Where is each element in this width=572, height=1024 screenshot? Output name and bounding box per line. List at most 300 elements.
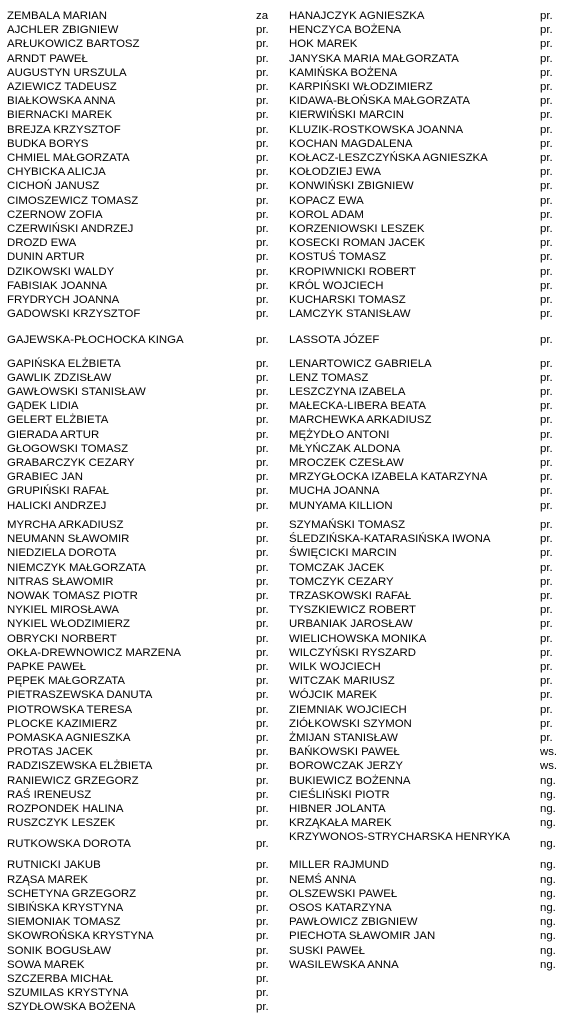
right-vote: pr. xyxy=(540,717,553,730)
right-vote: pr. xyxy=(540,632,553,645)
right-vote: pr. xyxy=(540,223,553,235)
right-vote: pr. xyxy=(540,386,553,398)
left-name: CZERWIŃSKI ANDRZEJ xyxy=(7,223,134,235)
right-name: KOSTUŚ TOMASZ xyxy=(289,251,387,264)
right-name: TOMCZYK CEZARY xyxy=(289,575,394,588)
right-vote: ng. xyxy=(540,958,556,971)
vote-row xyxy=(0,307,572,321)
right-name: LASSOTA JÓZEF xyxy=(289,334,380,347)
right-vote: pr. xyxy=(540,109,553,122)
vote-row xyxy=(0,194,572,208)
right-name: BUKIEWICZ BOŻENNA xyxy=(289,774,411,787)
left-vote: pr. xyxy=(256,774,269,787)
right-name: KORZENIOWSKI LESZEK xyxy=(289,223,425,235)
vote-row xyxy=(0,428,572,442)
vote-row xyxy=(0,774,572,788)
left-name: PAPKE PAWEŁ xyxy=(7,661,86,673)
vote-row xyxy=(0,293,572,307)
left-vote: pr. xyxy=(256,519,269,531)
right-vote: pr. xyxy=(540,485,553,498)
right-name: HENCZYCA BOŻENA xyxy=(289,24,402,37)
right-vote: pr. xyxy=(540,357,553,370)
vote-row xyxy=(0,660,572,674)
left-name: GAJEWSKA-PŁOCHOCKA KINGA xyxy=(7,334,184,347)
left-vote: pr. xyxy=(256,902,269,914)
right-vote: ws. xyxy=(540,746,558,759)
right-name: BOROWCZAK JERZY xyxy=(289,760,403,773)
right-name: KOSECKI ROMAN JACEK xyxy=(289,237,426,250)
right-vote: pr. xyxy=(540,137,553,150)
right-vote: pr. xyxy=(540,152,553,164)
left-name: BIAŁKOWSKA ANNA xyxy=(7,95,116,108)
left-vote: pr. xyxy=(256,499,269,512)
vote-row xyxy=(0,37,572,51)
left-name: SZYDŁOWSKA BOŻENA xyxy=(7,1001,136,1014)
right-vote: pr. xyxy=(540,251,553,264)
left-name: RAŚ IRENEUSZ xyxy=(7,788,92,801)
left-name: DUNIN ARTUR xyxy=(7,251,85,264)
vote-row xyxy=(0,802,572,816)
left-vote: pr. xyxy=(256,887,269,900)
vote-row xyxy=(0,759,572,773)
left-vote: za xyxy=(256,10,269,22)
right-vote: ng. xyxy=(540,788,556,801)
left-vote: pr. xyxy=(256,357,269,370)
left-vote: pr. xyxy=(256,561,269,574)
vote-row xyxy=(0,165,572,179)
vote-row xyxy=(0,873,572,887)
left-name: ROZPONDEK HALINA xyxy=(7,803,124,815)
left-vote: pr. xyxy=(256,414,269,427)
left-vote: pr. xyxy=(256,294,269,306)
left-vote: pr. xyxy=(256,180,269,193)
left-name: RANIEWICZ GRZEGORZ xyxy=(7,774,139,787)
right-name: KOCHAN MAGDALENA xyxy=(289,137,413,150)
right-name: PAWŁOWICZ ZBIGNIEW xyxy=(289,916,418,929)
right-name: MRZYGŁOCKA IZABELA KATARZYNA xyxy=(289,471,488,484)
vote-row xyxy=(0,399,572,413)
left-name: RUSZCZYK LESZEK xyxy=(7,817,116,830)
left-vote: pr. xyxy=(256,471,269,484)
vote-row xyxy=(0,208,572,222)
right-vote: pr. xyxy=(540,732,553,744)
vote-row xyxy=(0,265,572,279)
left-name: BUDKA BORYS xyxy=(7,137,89,150)
vote-row xyxy=(0,986,572,1000)
right-name: OLSZEWSKI PAWEŁ xyxy=(289,887,398,900)
left-vote: pr. xyxy=(256,442,269,455)
right-vote: ng. xyxy=(540,902,556,914)
right-vote: pr. xyxy=(540,194,553,207)
left-name: CZERNOW ZOFIA xyxy=(7,208,103,221)
left-name: PROTAS JACEK xyxy=(7,746,93,759)
right-vote: pr. xyxy=(540,561,553,574)
right-vote: pr. xyxy=(540,428,553,441)
right-name: MŁYŃCZAK ALDONA xyxy=(289,442,401,455)
right-name: KOPACZ EWA xyxy=(289,194,364,207)
right-name: LENARTOWICZ GABRIELA xyxy=(289,357,432,370)
right-name: HIBNER JOLANTA xyxy=(289,803,386,815)
vote-row xyxy=(0,385,572,399)
right-name: HOK MAREK xyxy=(289,38,358,51)
left-vote: pr. xyxy=(256,533,269,546)
right-name: SUSKI PAWEŁ xyxy=(289,944,365,957)
vote-row xyxy=(0,617,572,631)
right-vote: pr. xyxy=(540,38,553,51)
vote-row xyxy=(0,929,572,943)
left-name: BREJZA KRZYSZTOF xyxy=(7,123,121,136)
left-name: GELERT ELŻBIETA xyxy=(7,414,109,427)
left-vote: pr. xyxy=(256,689,269,702)
right-name: KIERWIŃSKI MARCIN xyxy=(289,109,404,122)
left-name: GRUPIŃSKI RAFAŁ xyxy=(7,485,109,498)
left-name: CIMOSZEWICZ TOMASZ xyxy=(7,194,139,207)
right-name: KONWIŃSKI ZBIGNIEW xyxy=(289,180,414,193)
vote-row xyxy=(0,52,572,66)
left-vote: pr. xyxy=(256,137,269,150)
right-vote: pr. xyxy=(540,442,553,455)
vote-row xyxy=(0,80,572,94)
left-vote: pr. xyxy=(256,703,269,716)
left-vote: pr. xyxy=(256,223,269,235)
left-vote: pr. xyxy=(256,675,269,688)
right-name: LAMCZYK STANISŁAW xyxy=(289,308,411,321)
right-vote: pr. xyxy=(540,52,553,65)
vote-row xyxy=(0,575,572,589)
right-vote: pr. xyxy=(540,265,553,278)
right-name: WILK WOJCIECH xyxy=(289,661,381,673)
left-vote: pr. xyxy=(256,859,269,872)
left-name: NYKIEL MIROSŁAWA xyxy=(7,604,120,617)
left-name: POMASKA AGNIESZKA xyxy=(7,732,131,744)
right-name: WILCZYŃSKI RYSZARD xyxy=(289,646,417,659)
right-vote: pr. xyxy=(540,519,553,531)
right-vote: pr. xyxy=(540,675,553,688)
right-name: PIECHOTA SŁAWOMIR JAN xyxy=(289,930,436,943)
vote-row xyxy=(0,499,572,513)
vote-row xyxy=(0,858,572,872)
vote-row xyxy=(0,972,572,986)
left-name: GŁOGOWSKI TOMASZ xyxy=(7,442,129,455)
left-name: CHMIEL MAŁGORZATA xyxy=(7,152,130,164)
left-vote: pr. xyxy=(256,81,269,93)
right-vote: pr. xyxy=(540,471,553,484)
right-name: TOMCZAK JACEK xyxy=(289,561,385,574)
left-vote: pr. xyxy=(256,1001,269,1014)
right-name: MARCHEWKA ARKADIUSZ xyxy=(289,414,432,427)
right-name: KAMIŃSKA BOŻENA xyxy=(289,66,398,79)
left-name: FRYDRYCH JOANNA xyxy=(7,294,120,306)
right-name: ŚLEDZIŃSKA-KATARASIŃSKA IWONA xyxy=(289,533,491,546)
vote-row xyxy=(0,589,572,603)
left-vote: pr. xyxy=(256,265,269,278)
left-name: NIEMCZYK MAŁGORZATA xyxy=(7,561,146,574)
left-name: OBRYCKI NORBERT xyxy=(7,632,117,645)
vote-row xyxy=(0,745,572,759)
right-vote: pr. xyxy=(540,618,553,631)
left-name: SZUMILAS KRYSTYNA xyxy=(7,987,129,1000)
left-vote: pr. xyxy=(256,547,269,560)
left-vote: pr. xyxy=(256,618,269,631)
left-vote: pr. xyxy=(256,400,269,413)
left-name: RZĄSA MAREK xyxy=(7,873,89,886)
right-name: MAŁECKA-LIBERA BEATA xyxy=(289,400,426,413)
left-name: GAWŁOWSKI STANISŁAW xyxy=(7,386,146,398)
vote-row xyxy=(0,236,572,250)
vote-row xyxy=(0,603,572,617)
right-vote: pr. xyxy=(540,180,553,193)
vote-row xyxy=(0,731,572,745)
vote-row xyxy=(0,958,572,972)
vote-row xyxy=(0,688,572,702)
right-name: HANAJCZYK AGNIESZKA xyxy=(289,10,425,22)
right-vote: pr. xyxy=(540,457,553,469)
left-name: PĘPEK MAŁGORZATA xyxy=(7,675,125,688)
right-name: KIDAWA-BŁOŃSKA MAŁGORZATA xyxy=(289,95,471,108)
right-vote: pr. xyxy=(540,66,553,79)
left-name: ARNDT PAWEŁ xyxy=(7,52,88,65)
left-vote: pr. xyxy=(256,38,269,51)
vote-row xyxy=(0,1000,572,1014)
right-vote: pr. xyxy=(540,499,553,512)
left-vote: pr. xyxy=(256,930,269,943)
left-vote: pr. xyxy=(256,646,269,659)
right-name: KRÓL WOJCIECH xyxy=(289,279,384,292)
vote-row xyxy=(0,151,572,165)
vote-row xyxy=(0,816,572,830)
right-vote: pr. xyxy=(540,703,553,716)
vote-row xyxy=(0,222,572,236)
right-name: BAŃKOWSKI PAWEŁ xyxy=(289,746,400,759)
right-name: WÓJCIK MAREK xyxy=(289,689,377,702)
vote-row xyxy=(0,887,572,901)
right-vote: ng. xyxy=(540,838,556,851)
left-name: ARŁUKOWICZ BARTOSZ xyxy=(7,38,140,51)
vote-row xyxy=(0,9,572,23)
right-name: SZYMAŃSKI TOMASZ xyxy=(289,519,406,531)
right-vote: pr. xyxy=(540,689,553,702)
right-name: LESZCZYNA IZABELA xyxy=(289,386,406,398)
left-vote: pr. xyxy=(256,788,269,801)
left-name: SCHETYNA GRZEGORZ xyxy=(7,887,137,900)
left-name: SKOWROŃSKA KRYSTYNA xyxy=(7,930,154,943)
vote-row xyxy=(0,546,572,560)
right-vote: pr. xyxy=(540,237,553,250)
left-name: NIEDZIELA DOROTA xyxy=(7,547,117,560)
vote-row xyxy=(0,108,572,122)
right-vote: pr. xyxy=(540,414,553,427)
left-vote: pr. xyxy=(256,717,269,730)
right-vote: pr. xyxy=(540,547,553,560)
right-name: ŻMIJAN STANISŁAW xyxy=(289,732,398,744)
right-name: KOŁODZIEJ EWA xyxy=(289,166,381,179)
left-name: SIBIŃSKA KRYSTYNA xyxy=(7,902,124,914)
right-vote: pr. xyxy=(540,123,553,136)
left-vote: pr. xyxy=(256,803,269,815)
vote-row xyxy=(0,279,572,293)
left-vote: pr. xyxy=(256,590,269,602)
vote-row xyxy=(0,357,572,371)
left-name: GAPIŃSKA ELŻBIETA xyxy=(7,357,121,370)
left-vote: pr. xyxy=(256,817,269,830)
left-name: RUTKOWSKA DOROTA xyxy=(7,838,131,851)
right-name: KARPIŃSKI WŁODZIMIERZ xyxy=(289,81,433,93)
right-name: KRZYWONOS-STRYCHARSKA HENRYKA xyxy=(289,831,511,844)
vote-row xyxy=(0,518,572,532)
right-vote: pr. xyxy=(540,400,553,413)
right-vote: pr. xyxy=(540,646,553,659)
left-vote: pr. xyxy=(256,457,269,469)
left-vote: pr. xyxy=(256,732,269,744)
right-vote: pr. xyxy=(540,533,553,546)
vote-row xyxy=(0,66,572,80)
left-name: HALICKI ANDRZEJ xyxy=(7,499,107,512)
left-name: GRABARCZYK CEZARY xyxy=(7,457,135,469)
right-vote: ng. xyxy=(540,916,556,929)
right-vote: pr. xyxy=(540,81,553,93)
left-name: RUTNICKI JAKUB xyxy=(7,859,101,872)
vote-row xyxy=(0,830,572,858)
right-name: KOROL ADAM xyxy=(289,208,364,221)
left-name: FABISIAK JOANNA xyxy=(7,279,108,292)
left-vote: pr. xyxy=(256,746,269,759)
left-vote: pr. xyxy=(256,237,269,250)
vote-row xyxy=(0,674,572,688)
left-vote: pr. xyxy=(256,109,269,122)
vote-row xyxy=(0,632,572,646)
right-vote: ng. xyxy=(540,887,556,900)
right-name: NEMŚ ANNA xyxy=(289,873,357,886)
right-vote: pr. xyxy=(540,590,553,602)
left-vote: pr. xyxy=(256,279,269,292)
left-vote: pr. xyxy=(256,873,269,886)
left-name: AZIEWICZ TADEUSZ xyxy=(7,81,117,93)
vote-row xyxy=(0,179,572,193)
right-name: TYSZKIEWICZ ROBERT xyxy=(289,604,416,617)
left-name: SOWA MAREK xyxy=(7,958,85,971)
right-vote: pr. xyxy=(540,294,553,306)
left-vote: pr. xyxy=(256,52,269,65)
vote-row xyxy=(0,717,572,731)
vote-row xyxy=(0,915,572,929)
vote-row xyxy=(0,532,572,546)
vote-row xyxy=(0,371,572,385)
left-name: SONIK BOGUSŁAW xyxy=(7,944,112,957)
right-name: KROPIWNICKI ROBERT xyxy=(289,265,416,278)
right-name: WASILEWSKA ANNA xyxy=(289,958,399,971)
right-vote: pr. xyxy=(540,166,553,179)
vote-row xyxy=(0,470,572,484)
right-vote: ng. xyxy=(540,803,556,815)
vote-row xyxy=(0,646,572,660)
left-name: DROZD EWA xyxy=(7,237,77,250)
left-vote: pr. xyxy=(256,661,269,673)
right-name: KRZĄKAŁA MAREK xyxy=(289,817,392,830)
right-name: WITCZAK MARIUSZ xyxy=(289,675,395,688)
vote-row xyxy=(0,123,572,137)
left-name: PIOTROWSKA TERESA xyxy=(7,703,133,716)
left-vote: pr. xyxy=(256,604,269,617)
vote-row xyxy=(0,561,572,575)
right-vote: ng. xyxy=(540,873,556,886)
right-name: MĘŻYDŁO ANTONI xyxy=(289,428,390,441)
right-name: ZIEMNIAK WOJCIECH xyxy=(289,703,407,716)
left-name: AUGUSTYN URSZULA xyxy=(7,66,127,79)
left-vote: pr. xyxy=(256,485,269,498)
vote-row xyxy=(0,901,572,915)
left-vote: pr. xyxy=(256,575,269,588)
left-name: NEUMANN SŁAWOMIR xyxy=(7,533,130,546)
right-vote: pr. xyxy=(540,95,553,108)
right-name: MUNYAMA KILLION xyxy=(289,499,393,512)
left-name: GĄDEK LIDIA xyxy=(7,400,79,413)
left-vote: pr. xyxy=(256,428,269,441)
left-name: PLOCKE KAZIMIERZ xyxy=(7,717,118,730)
left-name: ZEMBALA MARIAN xyxy=(7,10,108,22)
right-vote: pr. xyxy=(540,661,553,673)
vote-row xyxy=(0,484,572,498)
left-name: NYKIEL WŁODZIMIERZ xyxy=(7,618,130,631)
left-name: NOWAK TOMASZ PIOTR xyxy=(7,590,138,602)
left-name: BIERNACKI MAREK xyxy=(7,109,113,122)
left-name: GAWLIK ZDZISŁAW xyxy=(7,371,112,384)
left-name: GADOWSKI KRZYSZTOF xyxy=(7,308,141,321)
left-name: SIEMONIAK TOMASZ xyxy=(7,916,121,929)
left-name: OKŁA-DREWNOWICZ MARZENA xyxy=(7,646,182,659)
right-vote: pr. xyxy=(540,575,553,588)
left-vote: pr. xyxy=(256,251,269,264)
right-vote: ng. xyxy=(540,774,556,787)
right-name: ŚWIĘCICKI MARCIN xyxy=(289,547,397,560)
right-name: MILLER RAJMUND xyxy=(289,859,389,872)
left-vote: pr. xyxy=(256,308,269,321)
left-vote: pr. xyxy=(256,334,269,347)
vote-row xyxy=(0,94,572,108)
vote-row xyxy=(0,442,572,456)
right-name: KUCHARSKI TOMASZ xyxy=(289,294,406,306)
left-vote: pr. xyxy=(256,973,269,985)
left-name: SZCZERBA MICHAŁ xyxy=(7,973,114,985)
right-name: ZIÓŁKOWSKI SZYMON xyxy=(289,717,412,730)
left-vote: pr. xyxy=(256,123,269,136)
right-vote: ng. xyxy=(540,930,556,943)
left-name: AJCHLER ZBIGNIEW xyxy=(7,24,119,37)
left-vote: pr. xyxy=(256,208,269,221)
left-vote: pr. xyxy=(256,838,269,851)
left-vote: pr. xyxy=(256,66,269,79)
left-vote: pr. xyxy=(256,632,269,645)
left-vote: pr. xyxy=(256,194,269,207)
right-vote: pr. xyxy=(540,371,553,384)
right-name: JANYSKA MARIA MAŁGORZATA xyxy=(289,52,459,65)
left-name: CICHOŃ JANUSZ xyxy=(7,180,100,193)
left-vote: pr. xyxy=(256,760,269,773)
vote-row xyxy=(0,703,572,717)
right-vote: pr. xyxy=(540,279,553,292)
right-name: KLUZIK-ROSTKOWSKA JOANNA xyxy=(289,123,464,136)
left-name: RADZISZEWSKA ELŻBIETA xyxy=(7,760,153,773)
left-vote: pr. xyxy=(256,987,269,1000)
left-name: PIETRASZEWSKA DANUTA xyxy=(7,689,153,702)
vote-row xyxy=(0,137,572,151)
left-vote: pr. xyxy=(256,371,269,384)
right-name: OSOS KATARZYNA xyxy=(289,902,392,914)
right-name: TRZASKOWSKI RAFAŁ xyxy=(289,590,412,602)
right-name: LENZ TOMASZ xyxy=(289,371,369,384)
right-vote: ng. xyxy=(540,817,556,830)
left-vote: pr. xyxy=(256,152,269,164)
left-vote: pr. xyxy=(256,958,269,971)
